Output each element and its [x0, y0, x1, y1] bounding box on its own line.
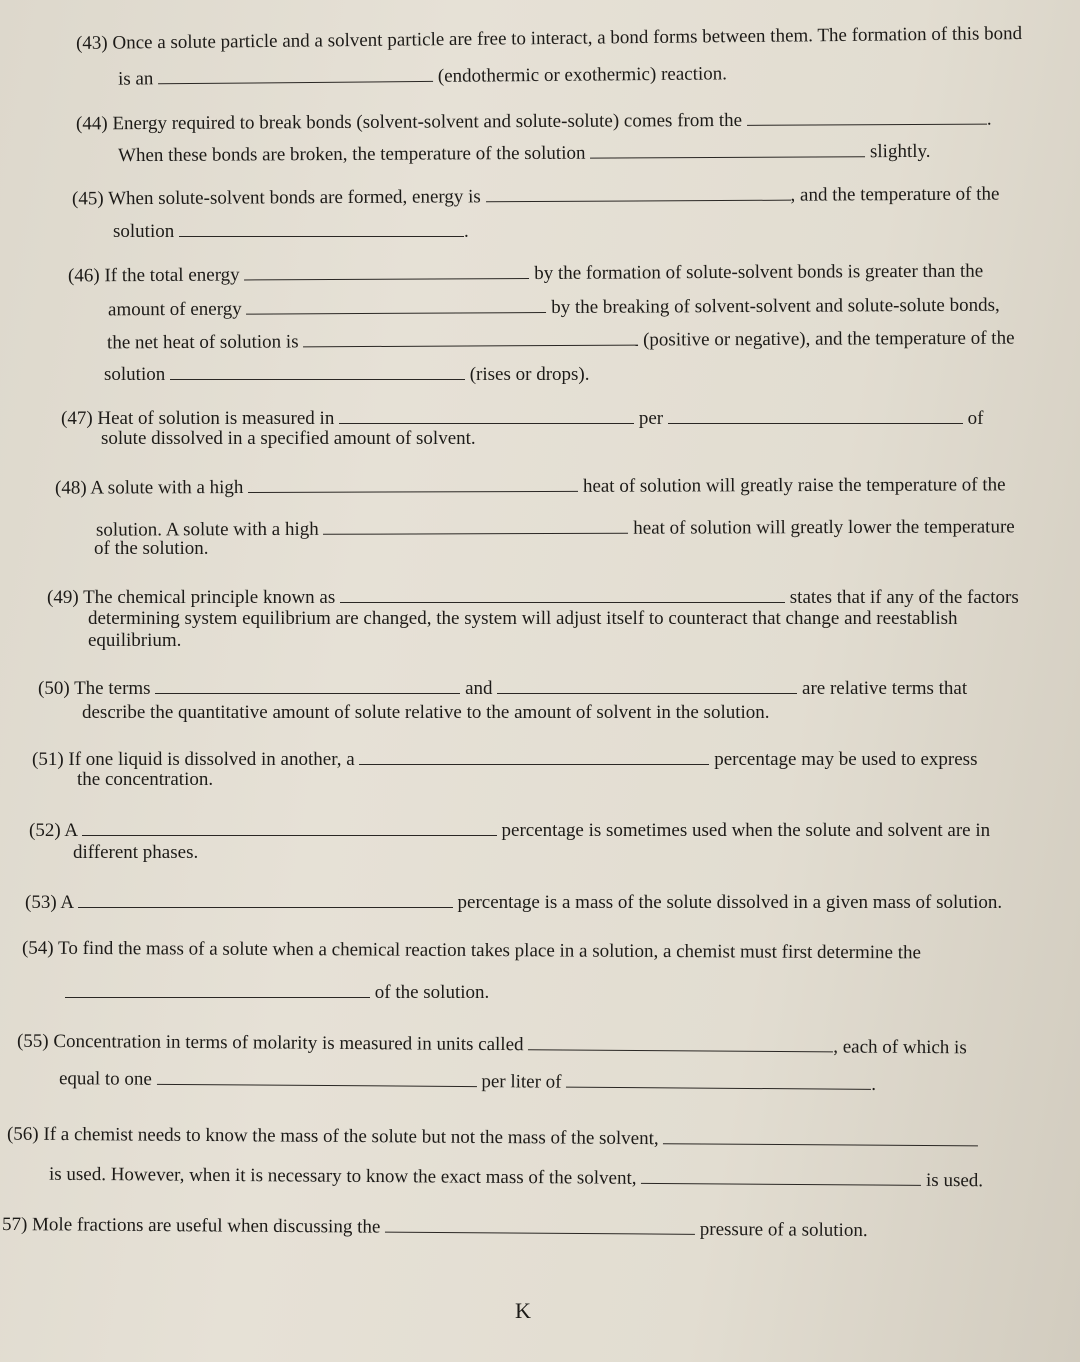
q50-blank-2[interactable]	[497, 675, 797, 694]
q45-line2: solution .	[113, 218, 469, 243]
q55-blank-3[interactable]	[566, 1069, 871, 1090]
q55-blank-1[interactable]	[528, 1031, 833, 1052]
q55-number: (55)	[16, 1030, 49, 1052]
q49-line1: (49) The chemical principle known as states that if any of the factors	[47, 584, 1019, 609]
q51-line2: the concentration.	[77, 769, 214, 790]
q43-number: (43)	[75, 32, 108, 54]
q46-line4: solution (rises or drops).	[104, 361, 590, 386]
q57-line1: 57) Mole fractions are useful when discussing the pressure of a solution.	[1, 1213, 868, 1242]
q45-blank-2[interactable]	[179, 218, 464, 237]
q53-number: (53)	[25, 892, 57, 913]
q45-line1: (45) When solute-solvent bonds are formed, energy is , and the temperature of the	[71, 183, 1000, 210]
q46-number: (46)	[67, 265, 100, 287]
q52-number: (52)	[29, 820, 61, 841]
q50-blank-1[interactable]	[155, 675, 460, 694]
q49-line2: determining system equilibrium are changed, the system will adjust itself to counteract that change and reestablish	[88, 608, 958, 629]
q44-blank-1[interactable]	[747, 106, 987, 126]
page-mark: K	[515, 1298, 531, 1323]
q43-blank[interactable]	[158, 63, 433, 84]
q51-number: (51)	[32, 749, 64, 770]
q49-blank[interactable]	[340, 584, 785, 603]
q54-line1: (54) To find the mass of a solute when a chemical reaction takes place in a solution, a chemist must first determine the	[21, 937, 922, 964]
q56-number: (56)	[6, 1123, 39, 1145]
q55-blank-2[interactable]	[157, 1066, 477, 1087]
q57-blank[interactable]	[385, 1214, 695, 1235]
q48-number: (48)	[54, 477, 87, 499]
q43-line2: is an (endothermic or exothermic) reaction.	[117, 63, 728, 90]
q47-blank-2[interactable]	[668, 405, 963, 424]
q57-number: 57)	[1, 1213, 28, 1236]
q56-blank-2[interactable]	[641, 1165, 921, 1186]
q48-line2: solution. A solute with a high heat of solution will greatly lower the temperature	[95, 516, 1015, 541]
q47-line1: (47) Heat of solution is measured in per of	[61, 405, 983, 430]
q54-blank[interactable]	[65, 979, 370, 998]
q51-line1: (51) If one liquid is dissolved in another, a percentage may be used to express	[32, 746, 977, 771]
q44-number: (44)	[75, 113, 108, 135]
q46-blank-4[interactable]	[170, 361, 465, 380]
q49-number: (49)	[47, 587, 79, 608]
q44-line1: (44) Energy required to break bonds (solvent-solvent and solute-solute) comes from the .	[76, 106, 992, 136]
q48-line3: of the solution.	[94, 538, 209, 559]
q50-line1: (50) The terms and are relative terms that	[38, 675, 967, 700]
q52-blank[interactable]	[82, 817, 497, 836]
q56-line1: (56) If a chemist needs to know the mass of the solute but not the mass of the solvent,	[7, 1121, 979, 1153]
q47-blank-1[interactable]	[339, 405, 634, 424]
q46-line3: the net heat of solution is (positive or negative), and the temperature of the	[106, 327, 1015, 354]
q45-number: (45)	[71, 188, 104, 210]
q55-line2: equal to one per liter of .	[59, 1065, 876, 1096]
q54-number: (54)	[21, 937, 54, 959]
q53-line1: (53) A percentage is a mass of the solute dissolved in a given mass of solution.	[25, 889, 1002, 914]
q48-line1: (48) A solute with a high heat of solution will greatly raise the temperature of the	[54, 474, 1006, 499]
q56-blank-1[interactable]	[663, 1125, 978, 1146]
q44-blank-2[interactable]	[590, 138, 865, 158]
q43-text: Once a solute particle and a solvent particle are free to interact, a bond forms between them. The formation of this bond	[112, 23, 1023, 54]
q52-line1: (52) A percentage is sometimes used when the solute and solvent are in	[29, 817, 990, 842]
q49-line3: equilibrium.	[88, 630, 182, 651]
q46-line2: amount of energy by the breaking of solvent-solvent and solute-solute bonds,	[107, 294, 1000, 321]
q44-line2: When these bonds are broken, the temperature of the solution slightly.	[118, 138, 931, 167]
q47-number: (47)	[61, 408, 93, 429]
q48-blank-2[interactable]	[323, 515, 628, 535]
q46-blank-2[interactable]	[246, 294, 546, 315]
q43-line1	[76, 23, 1022, 55]
q46-blank-1[interactable]	[244, 260, 529, 280]
q51-blank[interactable]	[359, 746, 709, 765]
q46-line1: (46) If the total energy by the formation of solute-solvent bonds is greater than the	[67, 260, 984, 287]
q54-line2: of the solution.	[65, 979, 489, 1004]
q52-line2: different phases.	[73, 842, 199, 863]
q50-line2: describe the quantitative amount of solute relative to the amount of solvent in the solution.	[82, 702, 770, 723]
q55-line1: (55) Concentration in terms of molarity is measured in units called , each of which is	[16, 1030, 967, 1059]
q56-line2: is used. However, when it is necessary to know the exact mass of the solvent, is used.	[48, 1163, 984, 1192]
q45-blank-1[interactable]	[485, 182, 790, 203]
q47-line2: solute dissolved in a specified amount of solvent.	[101, 428, 476, 449]
q48-blank-1[interactable]	[248, 473, 578, 493]
q46-blank-3[interactable]	[303, 327, 638, 348]
q53-blank[interactable]	[78, 889, 453, 908]
q50-number: (50)	[38, 678, 70, 699]
